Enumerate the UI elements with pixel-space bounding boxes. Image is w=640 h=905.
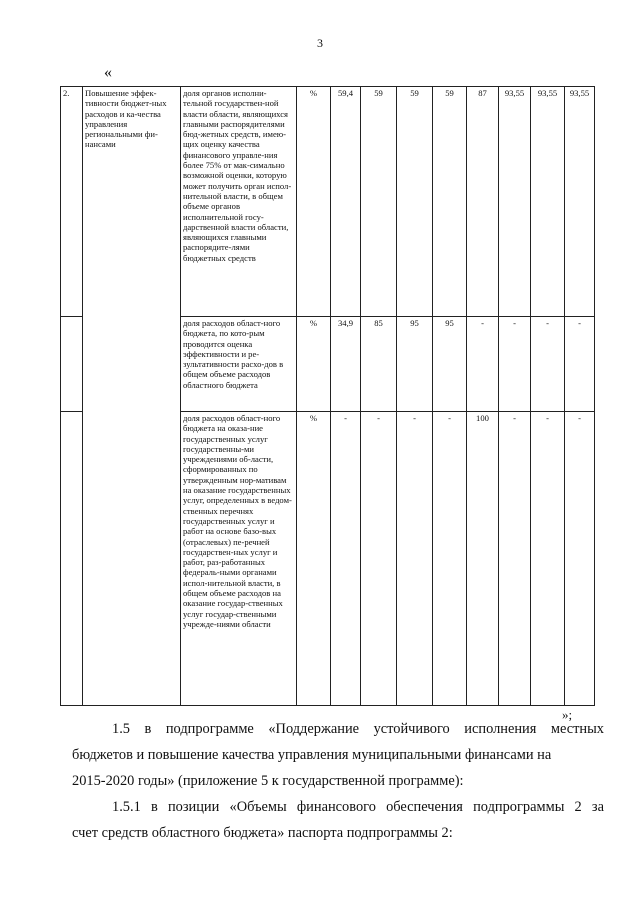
unit-cell: % [297,317,331,412]
value-cell: 59 [397,87,433,317]
paragraph-1-5-line-1: 1.5 в подпрограмме «Поддержание устойчивого исполнения местных [112,721,604,737]
value-cell: 100 [467,412,499,706]
task-name: Повышение эффек-тивности бюджет-ных расходов и ка-чества управления региональными фи-нансами [83,87,181,706]
value-cell: 93,55 [531,87,565,317]
unit-cell: % [297,412,331,706]
page-number: 3 [317,36,323,50]
indicators-table [60,86,595,706]
value-cell: - [433,412,467,706]
value-cell: - [397,412,433,706]
value-cell: - [499,317,531,412]
opening-quote-mark: « [104,64,112,81]
value-cell: - [565,412,595,706]
paragraph-1-5-1-line-1: 1.5.1 в позиции «Объемы финансового обеспечения подпрограммы 2 за [112,799,604,815]
paragraph-1-5-line-3: 2015-2020 годы» (приложение 5 к государственной программе): [72,773,464,789]
paragraph-1-5-1-line-2: счет средств областного бюджета» паспорта подпрограммы 2: [72,825,453,841]
indicator-text: доля органов исполни-тельной государствен-ной власти области, являющихся главными распорядителями бюд-жетных средств, имею-щих оценку качества финансового управле-ния более 75% от мак-симально возможной оценки, которую может получить орган испол-нительной власти, в общем объеме органов исполнительной госу-дарственной власти области, являющихся главными распорядите-лями бюджетных средств [181,87,297,317]
paragraph-1-5-line-2: бюджетов и повышение качества управления муниципальными финансами на [72,747,552,763]
value-cell: 93,55 [499,87,531,317]
value-cell: - [331,412,361,706]
value-cell: 93,55 [565,87,595,317]
unit-cell: % [297,87,331,317]
value-cell: 95 [433,317,467,412]
value-cell: - [361,412,397,706]
closing-quote-mark: »; [562,707,573,722]
value-cell: 34,9 [331,317,361,412]
value-cell: - [531,412,565,706]
value-cell: 59 [361,87,397,317]
indicator-text: доля расходов област-ного бюджета, по кото-рым проводится оценка эффективности и ре-зультативности расхо-дов в общем объеме расходов областного бюджета [181,317,297,412]
value-cell: 95 [397,317,433,412]
value-cell: 87 [467,87,499,317]
value-cell: 85 [361,317,397,412]
value-cell: - [565,317,595,412]
empty-cell [61,412,83,706]
table-row [61,87,595,317]
value-cell: - [499,412,531,706]
section-number: 2. [61,87,83,317]
value-cell: - [531,317,565,412]
indicator-text: доля расходов област-ного бюджета на оказа-ние государственных услуг государственны-ми учреждениями об-ласти, сформированных по утвержденным нор-мативам на оказание государственных услуг, определенных в ведом-ственных перечнях государственных услуг и работ на основе базо-вых (отраслевых) пе-речней государствен-ных услуг и работ, раз-работанных федераль-ными органами испол-нительной власти, в общем объеме расходов на оказание государ-ственных услуг государ-ственными учрежде-ниями области [181,412,297,706]
value-cell: 59 [433,87,467,317]
empty-cell [61,317,83,412]
value-cell: 59,4 [331,87,361,317]
value-cell: - [467,317,499,412]
